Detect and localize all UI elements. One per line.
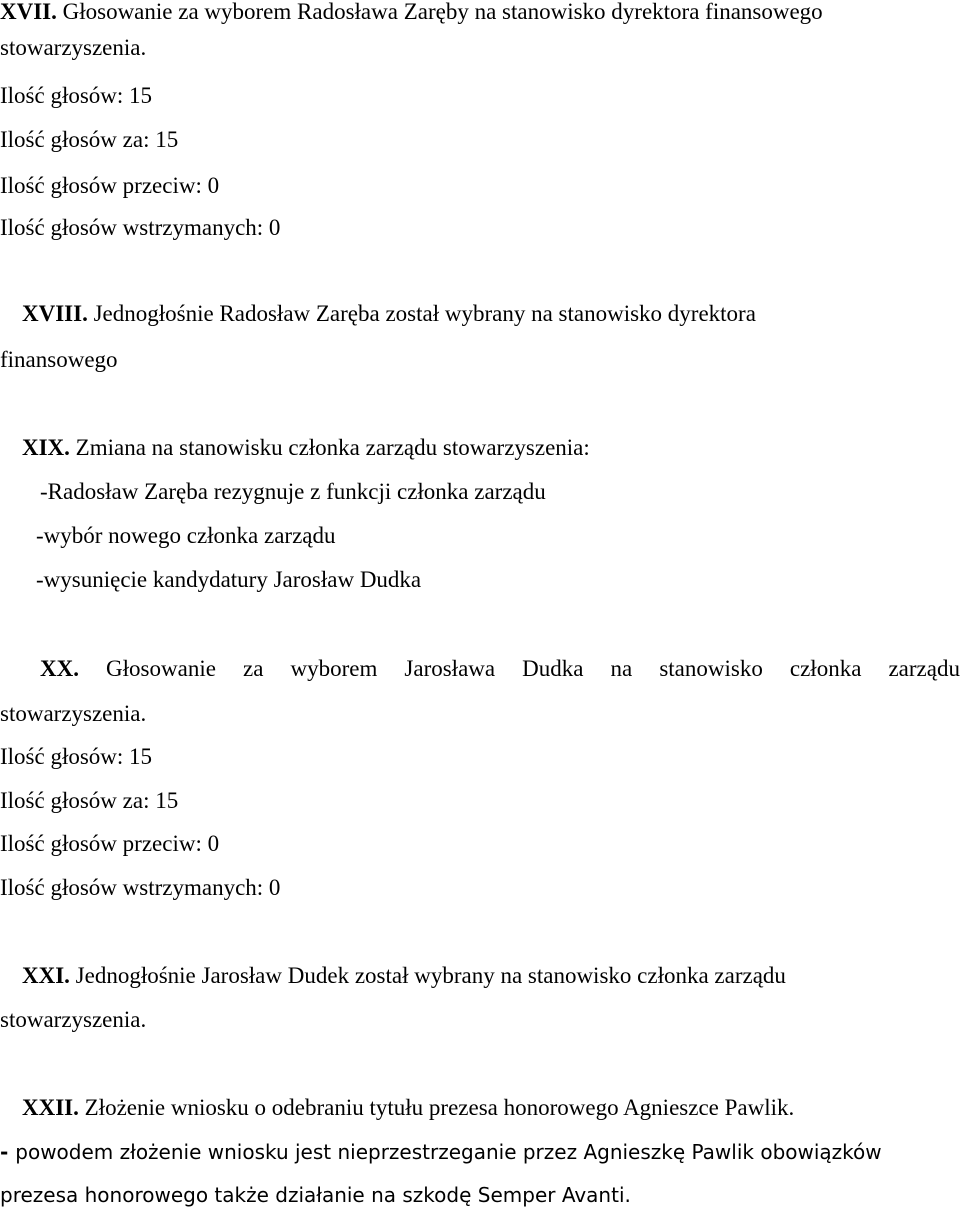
votes-abstain: Ilość głosów wstrzymanych: 0: [0, 875, 281, 900]
item-text: Zmiana na stanowisku członka zarządu stowarzyszenia:: [69, 435, 590, 460]
item-xviii-heading: [22, 300, 756, 328]
item-xix-sub1: -Radosław Zaręba rezygnuje z funkcji członka zarządu: [40, 479, 546, 504]
item-word: członka: [789, 656, 862, 681]
item-word: stanowisko: [659, 656, 763, 681]
votes-for: Ilość głosów za: 15: [0, 788, 179, 813]
item-text: Złożenie wniosku o odebraniu tytułu prezesa honorowego Agnieszce Pawlik.: [78, 1095, 795, 1120]
votes-abstain: Ilość głosów wstrzymanych: 0: [0, 215, 281, 240]
item-word: wyborem: [290, 656, 378, 681]
item-number: XIX.: [22, 435, 70, 460]
item-word: Jarosława: [404, 656, 496, 681]
item-xix-heading: [22, 434, 590, 462]
item-number: XX.: [40, 656, 79, 681]
item-word: na: [610, 656, 633, 681]
reason-dash: -: [0, 1140, 16, 1164]
reason-text: powodem złożenie wniosku jest nieprzestrzeganie przez Agnieszkę Pawlik obowiązków: [15, 1140, 882, 1164]
item-number: XVIII.: [22, 301, 88, 326]
item-xviii-continuation: finansowego: [0, 347, 118, 372]
item-text: Głosowanie za wyborem Radosława Zaręby na stanowisko dyrektora finansowego: [56, 0, 823, 24]
item-xxii-reason-line1: [0, 1138, 882, 1166]
item-xvii-continuation: stowarzyszenia.: [0, 35, 147, 60]
votes-total: Ilość głosów: 15: [0, 744, 153, 769]
item-xvii-heading: [0, 0, 823, 26]
votes-for: Ilość głosów za: 15: [0, 127, 179, 152]
item-xx-continuation: stowarzyszenia.: [0, 701, 147, 726]
votes-against: Ilość głosów przeciw: 0: [0, 831, 220, 856]
item-number: XXII.: [22, 1095, 79, 1120]
item-xxi-continuation: stowarzyszenia.: [0, 1007, 147, 1032]
item-xxii-heading: [22, 1094, 794, 1122]
item-number: XXI.: [22, 963, 70, 988]
item-xx-heading: [40, 655, 960, 683]
item-word: zarządu: [888, 656, 960, 681]
item-number: XVII.: [0, 0, 57, 24]
item-text: Jednogłośnie Jarosław Dudek został wybrany na stanowisko członka zarządu: [69, 963, 786, 988]
votes-against: Ilość głosów przeciw: 0: [0, 173, 220, 198]
item-xxi-heading: [22, 962, 786, 990]
votes-total: Ilość głosów: 15: [0, 83, 153, 108]
item-word: za: [242, 656, 264, 681]
item-xix-sub3: -wysunięcie kandydatury Jarosław Dudka: [36, 567, 422, 592]
item-word: Dudka: [522, 656, 584, 681]
item-xix-sub2: -wybór nowego członka zarządu: [36, 523, 336, 548]
item-xxii-reason-line2: prezesa honorowego także działanie na szkodę Semper Avanti.: [0, 1183, 631, 1207]
item-text: Jednogłośnie Radosław Zaręba został wybrany na stanowisko dyrektora: [87, 301, 756, 326]
item-word: Głosowanie: [106, 656, 216, 681]
